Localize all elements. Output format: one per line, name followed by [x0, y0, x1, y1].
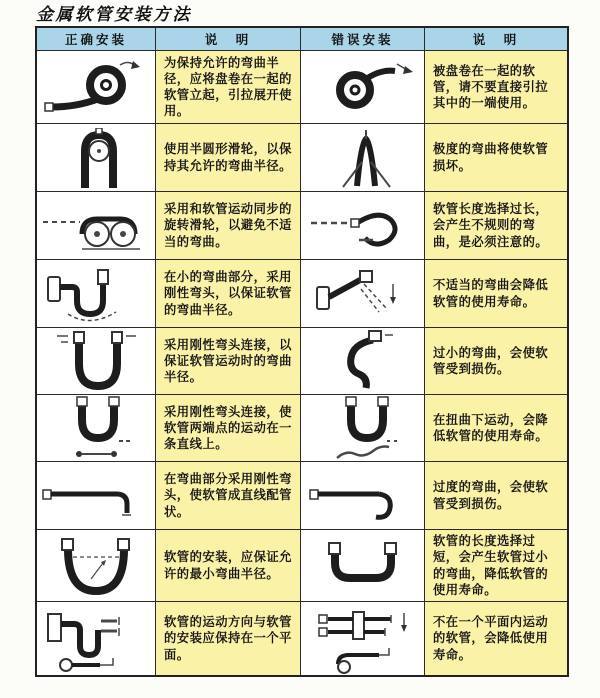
synchronized-rotating-pulleys-illustration [40, 196, 152, 256]
correct-illustration-cell [37, 260, 155, 327]
wrong-desc-text: 软管长度选择过长，会产生不规则的弯曲，是必须注意的。 [433, 202, 549, 249]
wrong-desc-cell [425, 530, 567, 601]
wrong-desc-cell [425, 260, 567, 327]
wrong-desc-cell [425, 395, 567, 461]
wrong-illustration-cell [301, 602, 424, 675]
wrong-desc-text: 不在一个平面内运动的软管，会降低使用寿命。 [433, 615, 549, 662]
correct-desc-text: 采用刚性弯头连接，以保证软管运动时的弯曲半径。 [164, 337, 292, 385]
correct-desc-cell [156, 602, 300, 675]
page-title: 金属软管安装方法 [36, 5, 192, 25]
correct-desc-text: 在弯曲部分采用刚性弯头，使软管成直线配管状。 [164, 472, 292, 519]
correct-desc-cell [156, 51, 300, 123]
correct-illustration-cell [37, 462, 155, 529]
header-description-left: 说 明 [156, 28, 300, 50]
rigid-elbow-u-connection-illustration [46, 329, 146, 393]
header-correct-install: 正确安装 [37, 28, 155, 50]
correct-desc-text: 采用和软管运动同步的旋转滑轮，以避免不适当的弯曲。 [164, 202, 292, 249]
wrong-illustration-cell [301, 260, 424, 327]
wrong-desc-cell [425, 124, 567, 191]
wrong-desc-cell [425, 192, 567, 259]
coil-pulled-by-one-end-illustration [309, 56, 417, 118]
correct-desc-cell [156, 530, 300, 601]
correct-illustration-cell [37, 530, 155, 601]
wrong-desc-cell [425, 462, 567, 529]
wrong-desc-cell [425, 51, 567, 123]
wrong-desc-text: 不适当的弯曲会降低软管的使用寿命。 [433, 278, 549, 309]
wrong-desc-text: 软管的长度选择过短，会产生软管过小的弯曲，降低软管的使用寿命。 [433, 534, 549, 597]
wrong-illustration-cell [301, 462, 424, 529]
wrong-desc-cell [425, 328, 567, 394]
correct-illustration-cell [37, 192, 155, 259]
wrong-desc-text: 在扭曲下运动，会降低软管的使用寿命。 [433, 412, 549, 443]
wrong-desc-text: 被盘卷在一起的软管，请不要直接引拉其中的一端使用。 [433, 63, 549, 111]
overlong-irregular-loop-illustration [307, 196, 419, 256]
correct-illustration-cell [37, 328, 155, 394]
wrong-desc-text: 过小的弯曲，会使软管受到损伤。 [433, 345, 549, 376]
correct-desc-cell [156, 124, 300, 191]
wrong-desc-text: 过度的弯曲，会使软管受到损伤。 [433, 480, 549, 511]
header-wrong-install: 错误安装 [301, 28, 424, 50]
correct-desc-cell [156, 462, 300, 529]
wrong-illustration-cell [301, 124, 424, 191]
out-of-plane-motion-illustration [307, 604, 419, 674]
standing-coil-unrolled-hose-illustration [42, 56, 150, 118]
correct-desc-text: 采用刚性弯头连接，使软管两端点的运动在一条直线上。 [164, 404, 292, 452]
correct-desc-text: 为保持允许的弯曲半径，应将盘卷在一起的软管立起，引拉展开使用。 [164, 55, 292, 119]
improper-sharp-angle-illustration [309, 262, 417, 326]
correct-illustration-cell [37, 602, 155, 675]
correct-illustration-cell [37, 124, 155, 191]
too-small-bend-hook-illustration [313, 329, 413, 393]
correct-desc-cell [156, 260, 300, 327]
wrong-desc-cell [425, 602, 567, 675]
correct-desc-cell [156, 328, 300, 394]
u-hose-straight-line-motion-illustration [46, 396, 146, 460]
rigid-elbow-at-small-bend-illustration [42, 262, 150, 326]
single-plane-trap-motion-illustration [40, 604, 152, 674]
minimum-bend-radius-u-illustration [41, 535, 151, 597]
semicircular-pulley-hose-illustration [48, 128, 144, 188]
correct-illustration-cell [37, 51, 155, 123]
correct-desc-text: 使用半圆形滑轮，以保持其允许的弯曲半径。 [164, 142, 292, 173]
wrong-illustration-cell [301, 530, 424, 601]
straight-piping-with-elbow-illustration [40, 469, 152, 523]
installation-methods-table [35, 26, 569, 677]
wrong-desc-text: 极度的弯曲将使软管损坏。 [433, 142, 549, 173]
correct-illustration-cell [37, 395, 155, 461]
correct-desc-cell [156, 395, 300, 461]
excessive-end-bend-illustration [307, 469, 419, 523]
u-hose-twisted-motion-illustration [313, 396, 413, 460]
wrong-illustration-cell [301, 51, 424, 123]
wrong-illustration-cell [301, 395, 424, 461]
correct-desc-text: 软管的运动方向与软管的安装应保持在一个平面。 [164, 615, 292, 662]
header-description-right: 说 明 [425, 28, 567, 50]
correct-desc-text: 软管的安装，应保证允许的最小弯曲半径。 [164, 550, 292, 581]
too-short-flat-u-illustration [308, 535, 418, 597]
correct-desc-text: 在小的弯曲部分，采用刚性弯头，以保证软管的弯曲半径。 [164, 270, 292, 317]
wrong-illustration-cell [301, 192, 424, 259]
wrong-illustration-cell [301, 328, 424, 394]
extreme-hairpin-bend-illustration [315, 128, 411, 188]
correct-desc-cell [156, 192, 300, 259]
